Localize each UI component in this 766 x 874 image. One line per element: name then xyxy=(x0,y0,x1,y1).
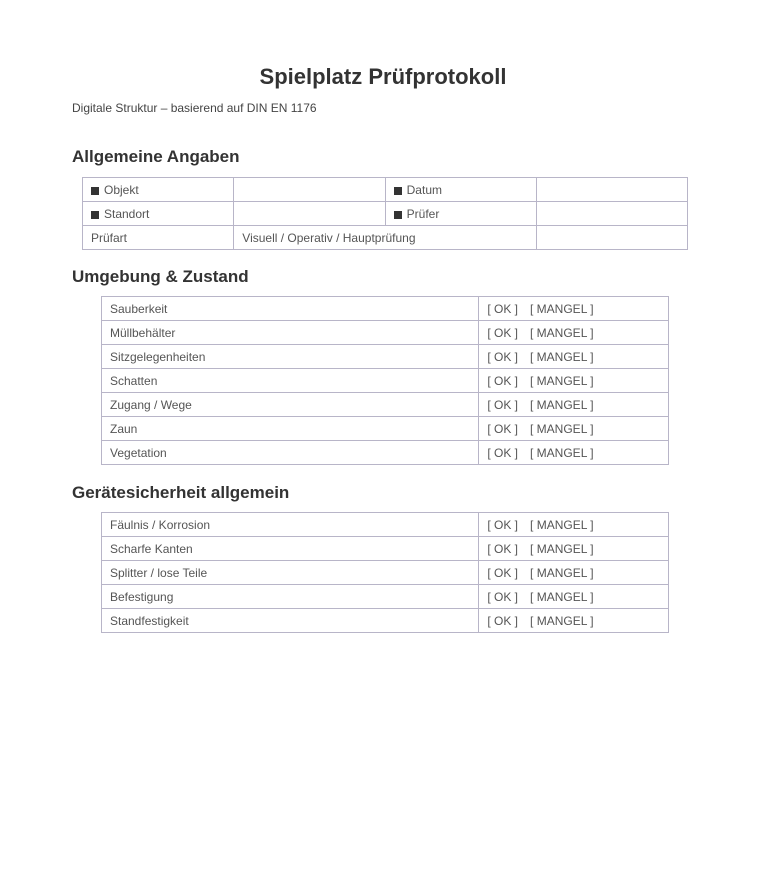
mangel-option[interactable]: [ MANGEL ] xyxy=(530,373,594,388)
standort-label-cell xyxy=(83,202,234,226)
general-info-table xyxy=(82,177,688,250)
mangel-option[interactable]: [ MANGEL ] xyxy=(530,517,594,532)
option-cell xyxy=(479,609,669,633)
table-row xyxy=(102,417,669,441)
section-heading-environment: Umgebung & Zustand xyxy=(72,267,249,286)
pruefer-label-cell xyxy=(385,202,537,226)
checklist-item-label: Splitter / lose Teile xyxy=(102,561,479,585)
ok-option[interactable]: [ OK ] xyxy=(487,613,519,628)
option-cell xyxy=(479,585,669,609)
standort-label: Standort xyxy=(104,206,150,221)
table-row xyxy=(102,345,669,369)
option-cell xyxy=(479,561,669,585)
page-subtitle: Digitale Struktur – basierend auf DIN EN 1176 xyxy=(72,101,317,115)
ok-option[interactable]: [ OK ] xyxy=(487,589,519,604)
objekt-label: Objekt xyxy=(104,182,139,197)
checklist-item-label: Fäulnis / Korrosion xyxy=(102,513,479,537)
checklist-item-label: Sitzgelegenheiten xyxy=(102,345,479,369)
checklist-item-label: Müllbehälter xyxy=(102,321,479,345)
option-cell xyxy=(479,297,669,321)
ok-option[interactable]: [ OK ] xyxy=(487,565,519,580)
checklist-item-label: Befestigung xyxy=(102,585,479,609)
standort-value-field[interactable] xyxy=(234,202,385,226)
filled-square-icon xyxy=(394,187,402,195)
checklist-item-label: Zugang / Wege xyxy=(102,393,479,417)
section-heading-general: Allgemeine Angaben xyxy=(72,147,240,166)
filled-square-icon xyxy=(394,211,402,219)
checklist-item-label: Standfestigkeit xyxy=(102,609,479,633)
option-cell xyxy=(479,417,669,441)
mangel-option[interactable]: [ MANGEL ] xyxy=(530,565,594,580)
mangel-option[interactable]: [ MANGEL ] xyxy=(530,421,594,436)
objekt-label-cell xyxy=(83,178,234,202)
table-row xyxy=(102,321,669,345)
pruefer-label: Prüfer xyxy=(406,206,440,221)
ok-option[interactable]: [ OK ] xyxy=(487,301,519,316)
ok-option[interactable]: [ OK ] xyxy=(487,397,519,412)
option-cell xyxy=(479,393,669,417)
option-cell xyxy=(479,441,669,465)
mangel-option[interactable]: [ MANGEL ] xyxy=(530,541,594,556)
objekt-value-field[interactable] xyxy=(234,178,385,202)
ok-option[interactable]: [ OK ] xyxy=(487,373,519,388)
datum-value-field[interactable] xyxy=(537,178,688,202)
ok-option[interactable]: [ OK ] xyxy=(487,541,519,556)
table-row xyxy=(102,609,669,633)
mangel-option[interactable]: [ MANGEL ] xyxy=(530,613,594,628)
pruefart-empty-cell xyxy=(537,226,688,250)
checklist-item-label: Vegetation xyxy=(102,441,479,465)
checklist-item-label: Zaun xyxy=(102,417,479,441)
page-title: Spielplatz Prüfprotokoll xyxy=(259,64,507,89)
option-cell xyxy=(479,537,669,561)
mangel-option[interactable]: [ MANGEL ] xyxy=(530,589,594,604)
option-cell xyxy=(479,321,669,345)
datum-label: Datum xyxy=(406,182,442,197)
ok-option[interactable]: [ OK ] xyxy=(487,445,519,460)
pruefart-value: Visuell / Operativ / Hauptprüfung xyxy=(234,226,537,250)
mangel-option[interactable]: [ MANGEL ] xyxy=(530,325,594,340)
pruefart-label: Prüfart xyxy=(83,226,234,250)
environment-checklist-table xyxy=(101,296,669,465)
filled-square-icon xyxy=(91,211,99,219)
ok-option[interactable]: [ OK ] xyxy=(487,517,519,532)
mangel-option[interactable]: [ MANGEL ] xyxy=(530,397,594,412)
table-row xyxy=(102,393,669,417)
filled-square-icon xyxy=(91,187,99,195)
table-row xyxy=(102,441,669,465)
section-heading-equipment: Gerätesicherheit allgemein xyxy=(72,483,290,502)
equipment-checklist-table xyxy=(101,512,669,633)
datum-label-cell xyxy=(385,178,537,202)
pruefer-value-field[interactable] xyxy=(537,202,688,226)
table-row xyxy=(102,513,669,537)
table-row xyxy=(83,178,688,202)
checklist-item-label: Scharfe Kanten xyxy=(102,537,479,561)
table-row xyxy=(83,226,688,250)
ok-option[interactable]: [ OK ] xyxy=(487,325,519,340)
table-row xyxy=(102,297,669,321)
table-row xyxy=(102,561,669,585)
table-row xyxy=(102,585,669,609)
table-row xyxy=(102,537,669,561)
mangel-option[interactable]: [ MANGEL ] xyxy=(530,445,594,460)
option-cell xyxy=(479,345,669,369)
option-cell xyxy=(479,513,669,537)
table-row xyxy=(83,202,688,226)
ok-option[interactable]: [ OK ] xyxy=(487,349,519,364)
mangel-option[interactable]: [ MANGEL ] xyxy=(530,349,594,364)
table-row xyxy=(102,369,669,393)
mangel-option[interactable]: [ MANGEL ] xyxy=(530,301,594,316)
checklist-item-label: Schatten xyxy=(102,369,479,393)
option-cell xyxy=(479,369,669,393)
ok-option[interactable]: [ OK ] xyxy=(487,421,519,436)
checklist-item-label: Sauberkeit xyxy=(102,297,479,321)
